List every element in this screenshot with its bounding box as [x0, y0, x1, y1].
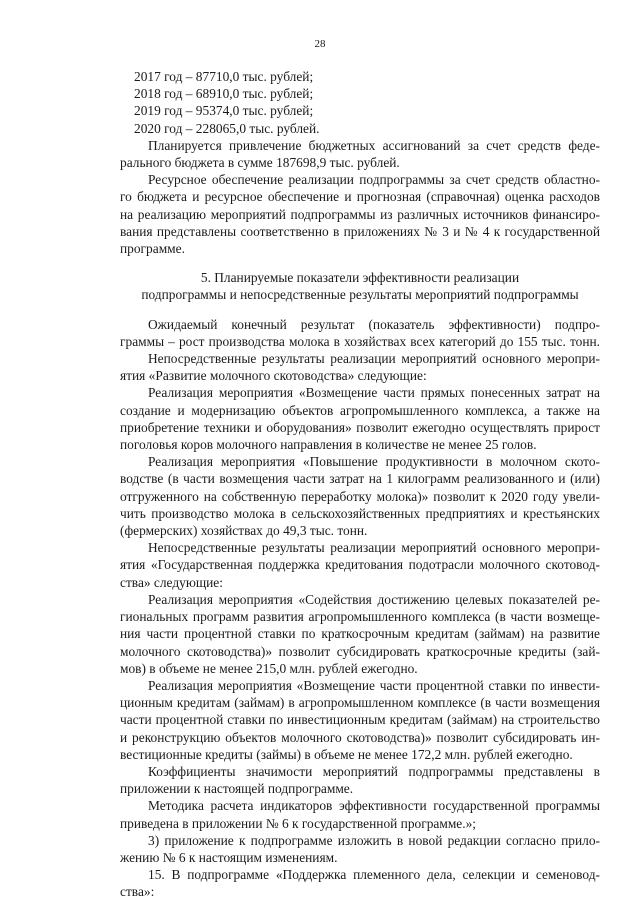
paragraph-line: Непосредственные результаты реализации мероприятий основного меропри- — [148, 351, 600, 367]
paragraph-line: ства» следующие: — [120, 574, 223, 590]
paragraph-line: на реализацию мероприятий подпрограммы из различных источников финансиро- — [120, 206, 600, 222]
paragraph-expected-result — [120, 316, 600, 350]
paragraph-dairy-results-intro — [120, 350, 600, 384]
section-heading-line-1: 5. Планируемые показатели эффективности реализации — [200, 270, 520, 286]
paragraph-line: молочного скотоводства)» позволит субсидировать краткосрочные кредиты (зай- — [120, 643, 600, 659]
paragraph-line: рального бюджета в сумме 187698,9 тыс. рублей. — [120, 155, 400, 171]
paragraph-line: чить производство молока в сельскохозяйственных предприятиях и крестьянских — [120, 505, 600, 521]
section-heading — [120, 269, 600, 303]
paragraph-line: Непосредственные результаты реализации мероприятий основного меропри- — [148, 540, 600, 556]
paragraph-productivity — [120, 453, 600, 539]
paragraph-line: граммы – рост производства молока в хозяйствах всех категорий до 155 тыс. тонн. — [120, 333, 600, 349]
page-number: 28 — [314, 38, 326, 50]
paragraph-line: ятия «Развитие молочного скотоводства» следующие: — [120, 368, 427, 384]
paragraph-line: ства»: — [120, 884, 155, 900]
year-item: 2017 год – 87710,0 тыс. рублей; — [134, 69, 314, 84]
year-list — [120, 68, 600, 137]
paragraph-line: ния части процентной ставки по краткосрочным кредитам (займам) на развитие — [120, 626, 600, 642]
paragraph-line: гиональных программ развития агропромышленного комплекса (в части возмеще- — [120, 609, 600, 625]
paragraph-line: программе. — [120, 241, 185, 257]
paragraph-line: и реконструкцию объектов молочного скотоводства)» позволит субсидировать ин- — [120, 729, 600, 745]
paragraph-line: Реализация мероприятия «Возмещение части процентной ставки по инвести- — [148, 677, 600, 693]
paragraph-line: Методика расчета индикаторов эффективности государственной программы — [148, 798, 600, 814]
paragraph-line: жению № 6 к настоящим изменениям. — [120, 849, 338, 865]
paragraph-line: 15. В подпрограмме «Поддержка племенного дела, селекции и семеновод- — [148, 867, 600, 883]
paragraph-resource-support — [120, 171, 600, 257]
paragraph-credit-results-intro — [120, 539, 600, 591]
paragraph-line: приложении к настоящей подпрограмме. — [120, 781, 354, 797]
paragraph-line: приобретение техники и оборудования» позволит ежегодно осуществлять прирост — [120, 419, 600, 435]
paragraph-line: Реализация мероприятия «Содействия достижению целевых показателей ре- — [148, 591, 600, 607]
year-item: 2018 год – 68910,0 тыс. рублей; — [134, 86, 314, 102]
paragraph-line: Реализация мероприятия «Возмещение части прямых понесенных затрат на — [148, 385, 600, 401]
paragraph-line: го бюджета и ресурсное обеспечение и прогнозная (справочная) оценка расходов — [120, 189, 600, 205]
paragraph-federal-budget — [120, 137, 600, 171]
paragraph-line: ятия «Государственная поддержка кредитования подотрасли молочного скотовод- — [120, 557, 600, 573]
paragraph-line: вания представлены соответственно в приложениях № 3 и № 4 к государственной — [120, 223, 600, 239]
paragraph-line: Ожидаемый конечный результат (показатель эффективности) подпро- — [148, 316, 600, 332]
paragraph-appendix — [120, 832, 600, 866]
paragraph-line: 3) приложение к подпрограмме изложить в новой редакции согласно прило- — [148, 832, 600, 848]
paragraph-line: отгруженного на собственную переработку молока)» позволит к 2020 году увели- — [120, 488, 600, 504]
paragraph-coefficients — [120, 763, 600, 797]
paragraph-line: мов) в объеме не менее 215,0 млн. рублей ежегодно. — [120, 660, 418, 676]
paragraph-line: Коэффициенты значимости мероприятий подпрограммы представлены в — [148, 763, 600, 779]
paragraph-investment-credits — [120, 677, 600, 763]
paragraph-line: вестиционные кредиты (займы) в объеме не менее 172,2 млн. рублей ежегодно. — [120, 746, 573, 762]
paragraph-line: приведена в приложении № 6 к государственной программе.»; — [120, 815, 477, 831]
paragraph-short-term-credits — [120, 591, 600, 677]
paragraph-line: создание и модернизацию объектов агропромышленного комплекса, а также на — [120, 402, 600, 418]
paragraph-line: Реализация мероприятия «Повышение продуктивности в молочном ското- — [148, 454, 600, 470]
paragraph-line: ционным кредитам (займам) в агропромышленном комплексе (в части возмещения — [120, 695, 600, 711]
paragraph-line: (фермерских) хозяйствах до 49,3 тыс. тонн. — [120, 523, 368, 539]
paragraph-line: водстве (в части возмещения части затрат на 1 килограмм реализованного и (или) — [120, 471, 600, 487]
section-heading-line-2: подпрограммы и непосредственные результаты мероприятий подпрограммы — [141, 287, 579, 303]
paragraph-line: Планируется привлечение бюджетных ассигнований за счет средств феде- — [148, 137, 600, 153]
paragraph-item-15 — [120, 866, 600, 900]
paragraph-line: части процентной ставки по инвестиционным кредитам (займам) на строительство — [120, 712, 600, 728]
paragraph-methodology — [120, 797, 600, 831]
paragraph-line: Ресурсное обеспечение реализации подпрограммы за счет средств областно- — [148, 172, 600, 188]
year-item: 2020 год – 228065,0 тыс. рублей. — [134, 120, 320, 136]
paragraph-cost-compensation — [120, 384, 600, 453]
paragraph-line: поголовья коров молочного направления в количестве не менее 25 голов. — [120, 437, 537, 453]
document-body — [120, 68, 600, 901]
year-item: 2019 год – 95374,0 тыс. рублей; — [134, 103, 314, 119]
